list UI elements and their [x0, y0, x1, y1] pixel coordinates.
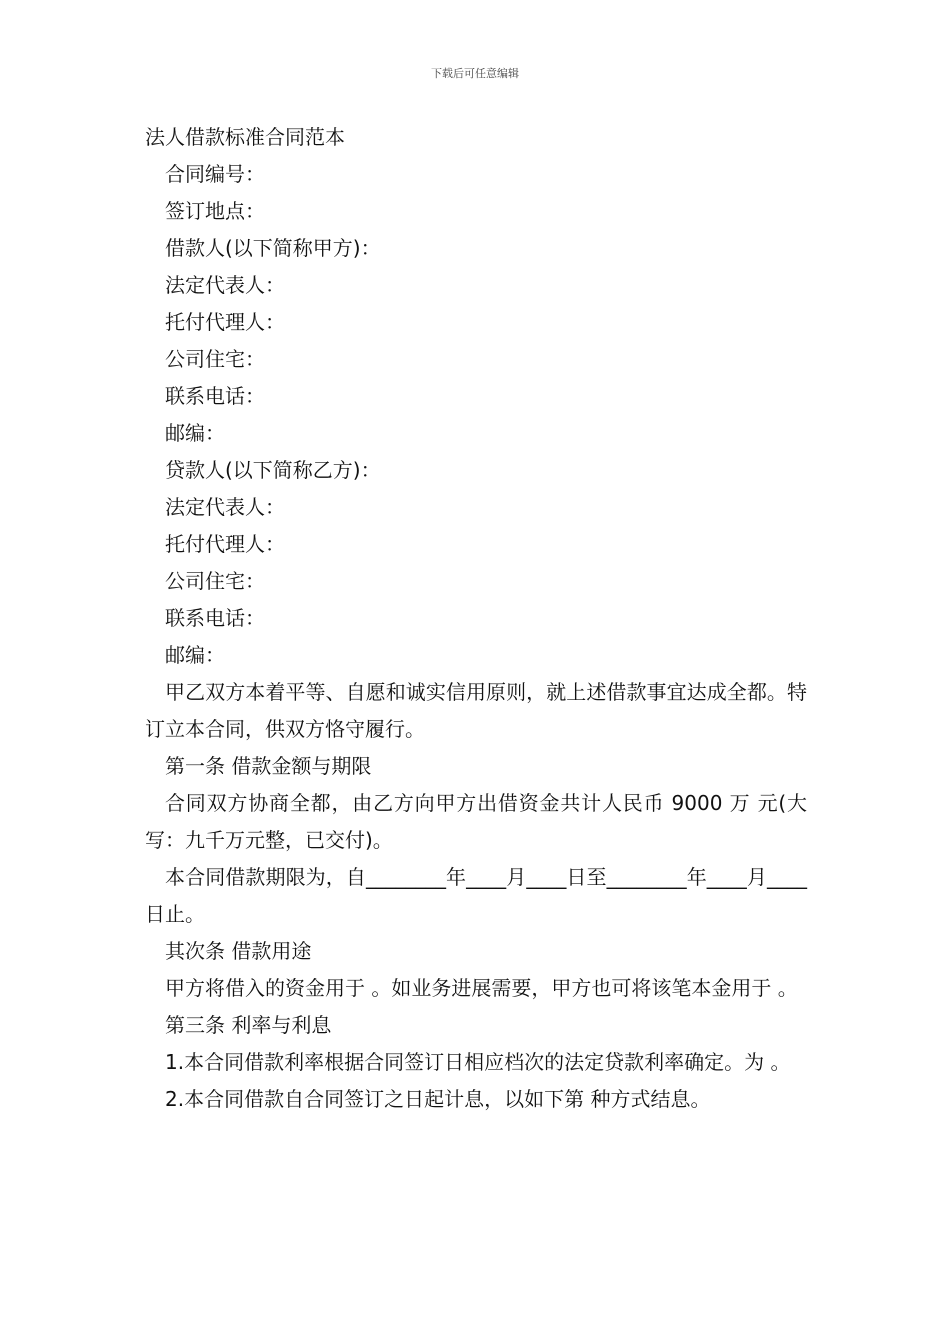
borrower-agent-field: 托付代理人： — [165, 310, 285, 334]
document-title: 法人借款标准合同范本 — [145, 125, 345, 149]
lender-agent-field: 托付代理人： — [165, 532, 285, 556]
loan-period-paragraph: 本合同借款期限为，自________年____月____日至________年____月____日止。 — [145, 865, 807, 926]
interest-settlement-item: 2.本合同借款自合同签订之日起计息，以如下第 种方式结息。 — [165, 1087, 711, 1111]
borrower-phone-field: 联系电话： — [165, 384, 265, 408]
lender-address-field: 公司住宅： — [165, 569, 265, 593]
loan-purpose-paragraph: 甲方将借入的资金用于 。如业务进展需要，甲方也可将该笔本金用于 。 — [165, 976, 798, 1000]
article-1-heading: 第一条 借款金额与期限 — [165, 754, 372, 778]
loan-amount-paragraph: 合同双方协商全都，由乙方向甲方出借资金共计人民币 9000 万 元(大写：九千万元整，已交付)。 — [145, 791, 807, 852]
borrower-representative-field: 法定代表人： — [165, 273, 285, 297]
borrower-postcode-field: 邮编： — [165, 421, 225, 445]
interest-rate-item: 1.本合同借款利率根据合同签订日相应档次的法定贷款利率确定。为 。 — [165, 1050, 791, 1074]
lender-representative-field: 法定代表人： — [165, 495, 285, 519]
lender-field: 贷款人(以下简称乙方)： — [165, 458, 381, 482]
signing-place-field: 签订地点： — [165, 199, 265, 223]
borrower-field: 借款人(以下简称甲方)： — [165, 236, 381, 260]
article-3-heading: 第三条 利率与利息 — [165, 1013, 332, 1037]
page-header-note: 下载后可任意编辑 — [431, 67, 519, 80]
article-2-heading: 其次条 借款用途 — [165, 939, 312, 963]
intro-paragraph: 甲乙双方本着平等、自愿和诚实信用原则，就上述借款事宜达成全都。特订立本合同，供双方恪守履行。 — [145, 680, 807, 741]
lender-postcode-field: 邮编： — [165, 643, 225, 667]
borrower-address-field: 公司住宅： — [165, 347, 265, 371]
document-body — [145, 119, 807, 1118]
lender-phone-field: 联系电话： — [165, 606, 265, 630]
contract-number-field: 合同编号： — [165, 162, 265, 186]
